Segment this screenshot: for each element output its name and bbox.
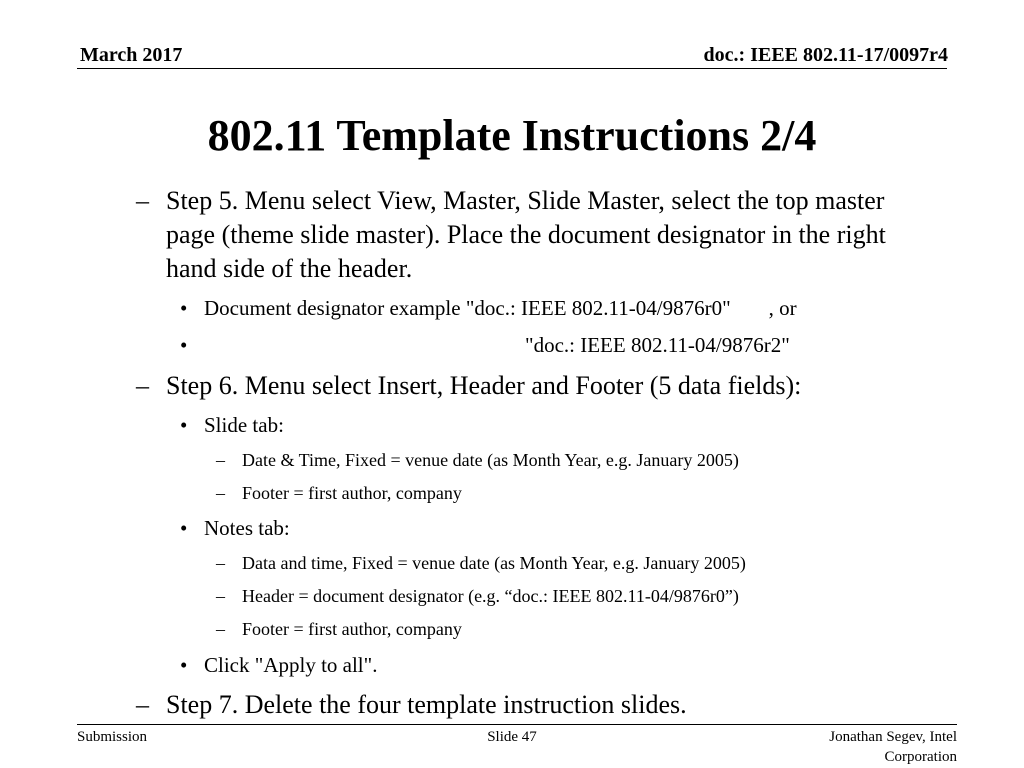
slide-tab-item xyxy=(180,412,944,438)
dash-marker: – xyxy=(216,586,225,606)
designator-example-text: Document designator example "doc.: IEEE 802.11-04/9876r0" xyxy=(204,296,731,320)
bullet-marker: • xyxy=(180,516,188,540)
designator-example-suffix: , or xyxy=(768,296,797,320)
apply-all-text: Click "Apply to all". xyxy=(204,653,378,677)
footer-author-line1: Jonathan Segev, Intel xyxy=(829,729,957,745)
notes-header-item xyxy=(216,584,942,608)
footer-author xyxy=(757,727,957,767)
step6-item xyxy=(136,369,936,403)
header-divider xyxy=(77,68,947,69)
notes-footer-item xyxy=(216,617,942,641)
bullet-marker: • xyxy=(180,333,188,357)
step7-item xyxy=(136,688,936,722)
dash-marker: – xyxy=(216,450,225,470)
slide-title: 802.11 Template Instructions 2/4 xyxy=(207,111,817,160)
notes-tab-text: Notes tab: xyxy=(204,516,290,540)
designator-example2-item xyxy=(180,332,944,358)
footer-submission: Submission xyxy=(77,729,148,745)
slide-tab-text: Slide tab: xyxy=(204,413,284,437)
step5-item xyxy=(136,184,936,286)
slide-footer-text: Footer = first author, company xyxy=(242,483,462,503)
step5-text: Step 5. Menu select View, Master, Slide Master, select the top master page (theme slide master). Place the document designator in the right hand side of the header. xyxy=(166,186,886,283)
notes-date-text: Data and time, Fixed = venue date (as Month Year, e.g. January 2005) xyxy=(242,553,746,573)
footer-author-line2: Corporation xyxy=(884,749,957,765)
dash-marker: – xyxy=(136,371,149,400)
slide-date-text: Date & Time, Fixed = venue date (as Month Year, e.g. January 2005) xyxy=(242,450,739,470)
designator-example2-text: "doc.: IEEE 802.11-04/9876r2" xyxy=(525,333,790,357)
header-date: March 2017 xyxy=(80,44,183,66)
dash-marker: – xyxy=(216,483,225,503)
notes-tab-item xyxy=(180,515,944,541)
slide-footer-item xyxy=(216,481,942,505)
dash-marker: – xyxy=(136,186,149,215)
dash-marker: – xyxy=(216,553,225,573)
notes-header-text: Header = document designator (e.g. “doc.: IEEE 802.11-04/9876r0”) xyxy=(242,586,739,606)
dash-marker: – xyxy=(136,690,149,719)
notes-footer-text: Footer = first author, company xyxy=(242,619,462,639)
bullet-marker: • xyxy=(180,413,188,437)
bullet-marker: • xyxy=(180,653,188,677)
step6-text: Step 6. Menu select Insert, Header and Footer (5 data fields): xyxy=(166,371,802,400)
notes-date-item xyxy=(216,551,942,575)
bullet-marker: • xyxy=(180,296,188,320)
footer-slide-number: Slide 47 xyxy=(487,729,537,745)
header-document-designator: doc.: IEEE 802.11-17/0097r4 xyxy=(703,44,948,66)
footer-divider xyxy=(77,724,957,725)
step7-text: Step 7. Delete the four template instruction slides. xyxy=(166,690,687,719)
apply-all-item xyxy=(180,652,944,678)
slide-date-item xyxy=(216,448,942,472)
dash-marker: – xyxy=(216,619,225,639)
designator-example-item xyxy=(180,295,944,321)
